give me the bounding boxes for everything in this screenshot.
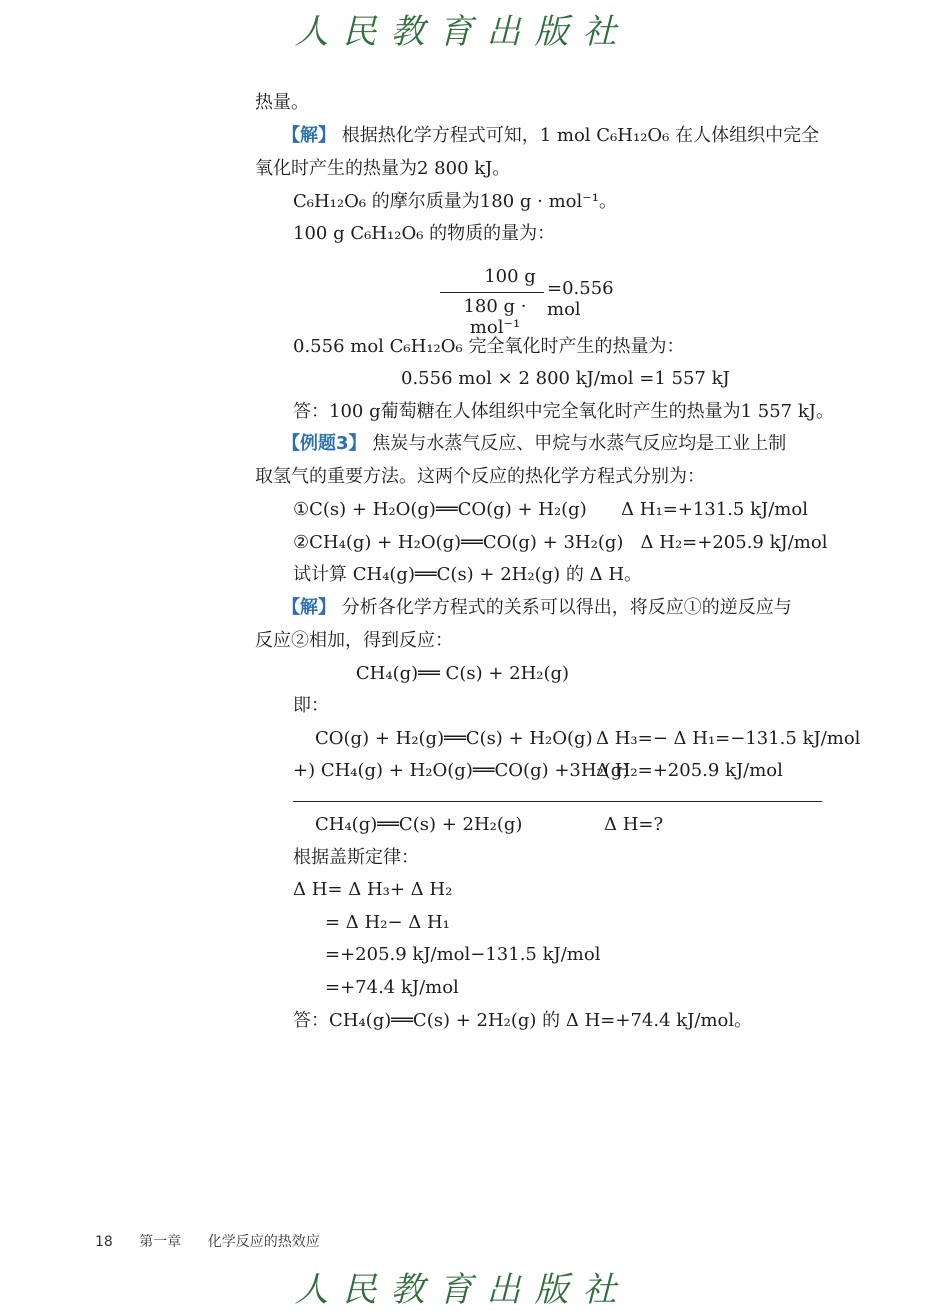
equation-left: CH₄(g)══C(s) + 2H₂(g) bbox=[315, 814, 523, 835]
text-line: 氧化时产生的热量为2 800 kJ。 bbox=[255, 158, 511, 179]
chapter-title: 化学反应的热效应 bbox=[207, 1234, 320, 1250]
text-line: 根据热化学方程式可知，1 mol C₆H₁₂O₆ 在人体组织中完全 bbox=[341, 125, 820, 146]
answer-line: 答：CH₄(g)══C(s) + 2H₂(g) 的 Δ H=+74.4 kJ/mol。 bbox=[293, 1010, 753, 1031]
fraction-result: =0.556 mol bbox=[547, 278, 614, 320]
solution-label: 【解】 bbox=[282, 597, 336, 618]
calculation-line: =+205.9 kJ/mol−131.5 kJ/mol bbox=[325, 944, 601, 965]
equation-2: ②CH₄(g) + H₂O(g)══CO(g) + 3H₂(g) Δ H₂=+205.9 kJ/mol bbox=[293, 532, 828, 553]
text-line: 热量。 bbox=[255, 92, 309, 113]
page-number: 18 bbox=[95, 1234, 113, 1250]
text-line: C₆H₁₂O₆ 的摩尔质量为180 g · mol⁻¹。 bbox=[293, 191, 617, 212]
text-line: 取氢气的重要方法。这两个反应的热化学方程式分别为： bbox=[255, 466, 705, 487]
sum-rule bbox=[293, 801, 822, 802]
solution-paragraph bbox=[282, 124, 819, 148]
fraction-equation bbox=[440, 266, 650, 338]
equation-enthalpy: Δ H=? bbox=[604, 814, 664, 835]
text-line: 0.556 mol C₆H₁₂O₆ 完全氧化时产生的热量为： bbox=[293, 336, 685, 357]
equation-enthalpy: Δ H₂=+205.9 kJ/mol bbox=[596, 760, 783, 781]
publisher-logo-bottom: 人民教育出版社 bbox=[294, 1270, 631, 1310]
text-line: 分析各化学方程式的关系可以得出，将反应①的逆反应与 bbox=[341, 597, 792, 618]
fraction-numerator: 100 g bbox=[484, 266, 536, 287]
example-paragraph bbox=[282, 432, 786, 456]
equation-left: +) CH₄(g) + H₂O(g)══CO(g) +3H₂(g) bbox=[293, 760, 630, 781]
chapter-label: 第一章 bbox=[139, 1234, 182, 1250]
equation-1: ①C(s) + H₂O(g)══CO(g) + H₂(g) Δ H₁=+131.5 kJ/mol bbox=[293, 499, 808, 520]
publisher-logo-top: 人民教育出版社 bbox=[294, 12, 631, 52]
fraction-bar bbox=[440, 292, 544, 293]
example-label: 【例题3】 bbox=[282, 433, 367, 454]
page-footer bbox=[95, 1231, 342, 1251]
text-line: 焦炭与水蒸气反应、甲烷与水蒸气反应均是工业上制 bbox=[372, 433, 787, 454]
calculation-line: = Δ H₂− Δ H₁ bbox=[325, 912, 450, 933]
question-line: 试计算 CH₄(g)══C(s) + 2H₂(g) 的 Δ H。 bbox=[293, 564, 643, 585]
solution-paragraph-2 bbox=[282, 596, 792, 620]
text-line: 100 g C₆H₁₂O₆ 的物质的量为： bbox=[293, 223, 556, 244]
target-equation: CH₄(g)══ C(s) + 2H₂(g) bbox=[355, 663, 570, 684]
fraction-denominator: 180 g · mol⁻¹ bbox=[463, 296, 527, 338]
text-line: 根据盖斯定律： bbox=[293, 847, 419, 868]
answer-line: 答：100 g葡萄糖在人体组织中完全氧化时产生的热量为1 557 kJ。 bbox=[293, 401, 834, 422]
equation-left: CO(g) + H₂(g)══C(s) + H₂O(g) bbox=[315, 728, 593, 749]
calculation-line: =+74.4 kJ/mol bbox=[325, 977, 459, 998]
equation-enthalpy: Δ H₃=− Δ H₁=−131.5 kJ/mol bbox=[596, 728, 861, 749]
text-line: 即： bbox=[293, 695, 329, 716]
calculation-line: Δ H= Δ H₃+ Δ H₂ bbox=[293, 879, 453, 900]
solution-label: 【解】 bbox=[282, 125, 336, 146]
text-line: 反应②相加，得到反应： bbox=[255, 630, 453, 651]
calculation-line: 0.556 mol × 2 800 kJ/mol =1 557 kJ bbox=[401, 368, 730, 389]
